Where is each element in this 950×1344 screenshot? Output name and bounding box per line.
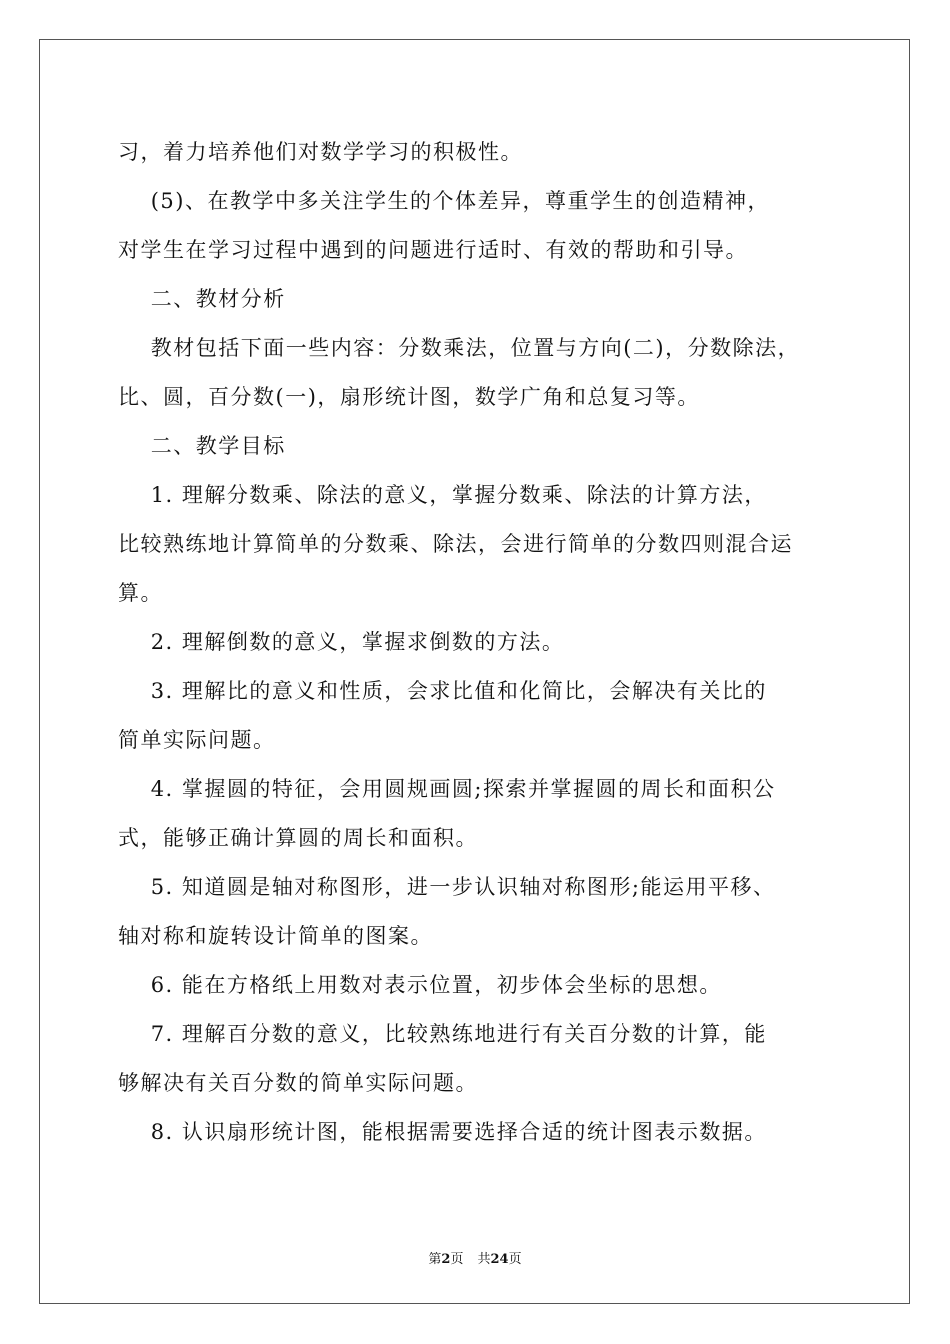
text-line: 对学生在学习过程中遇到的问题进行适时、有效的帮助和引导。	[118, 238, 748, 262]
text-line: 5. 知道圆是轴对称图形，进一步认识轴对称图形;能运用平移、	[118, 875, 776, 899]
section-heading: 二、教学目标	[118, 434, 286, 458]
text-line: 2. 理解倒数的意义，掌握求倒数的方法。	[118, 630, 565, 654]
text-line: 比、圆，百分数(一)，扇形统计图，数学广角和总复习等。	[118, 385, 700, 409]
page-current: 2	[441, 1252, 451, 1267]
text-line: 6. 能在方格纸上用数对表示位置，初步体会坐标的思想。	[118, 973, 722, 997]
page-suffix: 页	[450, 1252, 464, 1267]
text-line: 轴对称和旋转设计简单的图案。	[118, 924, 433, 948]
text-line: 比较熟练地计算简单的分数乘、除法，会进行简单的分数四则混合运	[118, 532, 793, 556]
text-line: 3. 理解比的意义和性质，会求比值和化简比，会解决有关比的	[118, 679, 767, 703]
text-line: 式，能够正确计算圆的周长和面积。	[118, 826, 478, 850]
text-line: 算。	[118, 581, 163, 605]
text-line: (5)、在教学中多关注学生的个体差异，尊重学生的创造精神，	[118, 189, 770, 213]
document-body	[118, 128, 848, 1157]
text-line: 7. 理解百分数的意义，比较熟练地进行有关百分数的计算，能	[118, 1022, 767, 1046]
section-heading: 二、教材分析	[118, 287, 286, 311]
text-line: 4. 掌握圆的特征，会用圆规画圆;探索并掌握圆的周长和面积公	[118, 777, 776, 801]
text-line: 教材包括下面一些内容：分数乘法，位置与方向(二)，分数除法，	[118, 336, 801, 360]
text-line: 8. 认识扇形统计图，能根据需要选择合适的统计图表示数据。	[118, 1120, 767, 1144]
text-line: 习，着力培养他们对数学学习的积极性。	[118, 140, 523, 164]
total-prefix: 共	[477, 1252, 491, 1267]
page-prefix: 第	[428, 1252, 442, 1267]
text-line: 1. 理解分数乘、除法的意义，掌握分数乘、除法的计算方法，	[118, 483, 767, 507]
total-suffix: 页	[508, 1252, 522, 1267]
text-line: 够解决有关百分数的简单实际问题。	[118, 1071, 478, 1095]
page-footer	[0, 1248, 950, 1267]
page-total: 24	[490, 1252, 509, 1267]
text-line: 简单实际问题。	[118, 728, 276, 752]
